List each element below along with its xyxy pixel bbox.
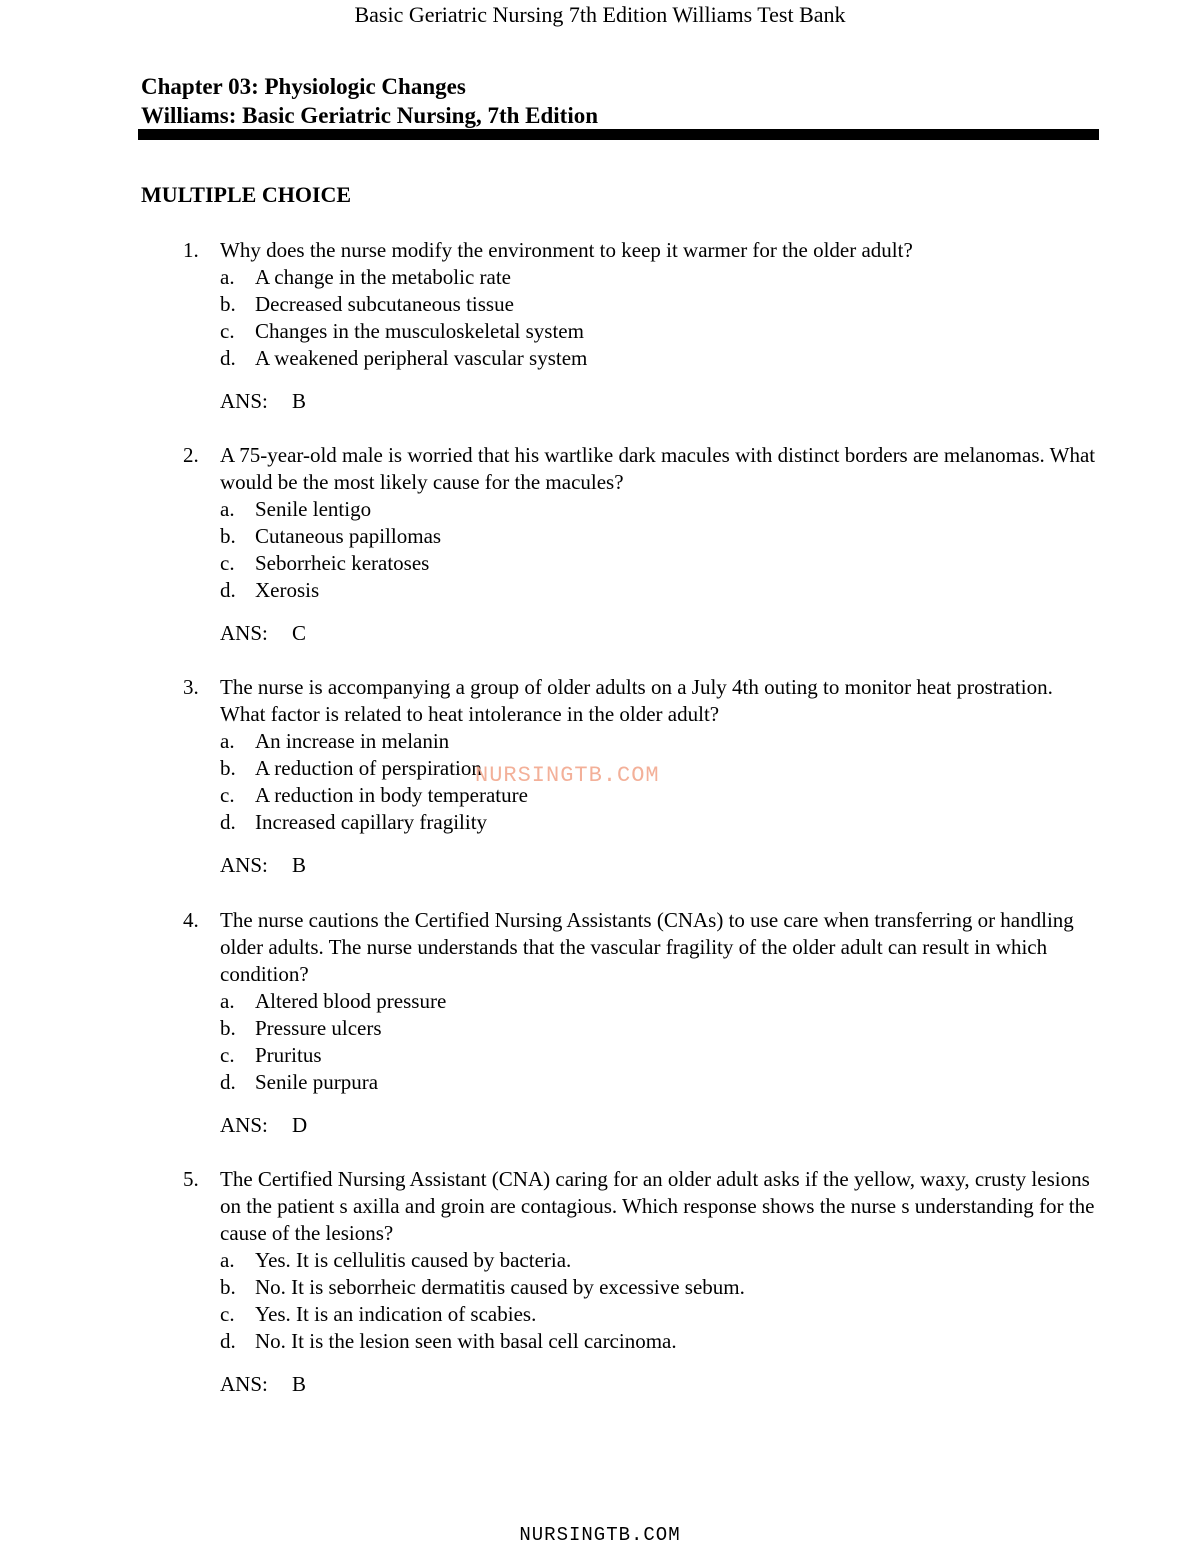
option-text: A reduction in body temperature	[255, 783, 528, 807]
answer-label: ANS:	[220, 1113, 268, 1137]
option-text: Senile purpura	[255, 1070, 379, 1094]
answer-line	[220, 852, 1103, 879]
option-letter: d.	[220, 1070, 236, 1094]
question-stem	[183, 674, 1103, 728]
answer-label: ANS:	[220, 389, 268, 413]
answer-value: B	[292, 853, 307, 877]
option-c	[220, 318, 1103, 345]
option-text: Xerosis	[255, 578, 320, 602]
option-text: Cutaneous papillomas	[255, 524, 442, 548]
question-text: A 75-year-old male is worried that his wartlike dark macules with distinct borders are melanomas. What would be the most likely cause for the macules?	[220, 443, 1096, 494]
options-list	[220, 496, 1103, 604]
question-text: The nurse is accompanying a group of older adults on a July 4th outing to monitor heat prostration. What factor is related to heat intolerance in the older adult?	[220, 675, 1053, 726]
option-text: No. It is seborrheic dermatitis caused by excessive sebum.	[255, 1275, 745, 1299]
question-number: 5.	[183, 1167, 199, 1191]
option-letter: d.	[220, 810, 236, 834]
option-d	[220, 1069, 1103, 1096]
question-stem	[183, 1166, 1103, 1247]
option-letter: a.	[220, 989, 235, 1013]
question-stem	[183, 442, 1103, 496]
answer-line	[220, 1112, 1103, 1139]
option-letter: b.	[220, 292, 236, 316]
option-b	[220, 1015, 1103, 1042]
option-c	[220, 1301, 1103, 1328]
option-letter: b.	[220, 1016, 236, 1040]
option-c	[220, 1042, 1103, 1069]
option-c	[220, 550, 1103, 577]
question-1	[183, 237, 1103, 415]
options-list	[220, 1247, 1103, 1355]
option-b	[220, 523, 1103, 550]
question-text: The nurse cautions the Certified Nursing Assistants (CNAs) to use care when transferring or handling older adults. The nurse understands that the vascular fragility of the older adult can result in which condition?	[220, 908, 1074, 986]
option-letter: d.	[220, 578, 236, 602]
page-header: Basic Geriatric Nursing 7th Edition Williams Test Bank	[354, 2, 846, 27]
option-b	[220, 291, 1103, 318]
option-d	[220, 577, 1103, 604]
option-a	[220, 496, 1103, 523]
option-letter: c.	[220, 1043, 235, 1067]
answer-line	[220, 620, 1103, 647]
question-4	[183, 907, 1103, 1139]
option-text: A weakened peripheral vascular system	[255, 346, 588, 370]
question-number: 2.	[183, 443, 199, 467]
option-text: Pruritus	[255, 1043, 322, 1067]
watermark: NURSINGTB.COM	[475, 763, 660, 788]
option-d	[220, 809, 1103, 836]
answer-label: ANS:	[220, 621, 268, 645]
options-list	[220, 728, 1103, 836]
answer-value: B	[292, 1372, 307, 1396]
option-d	[220, 1328, 1103, 1355]
option-text: Decreased subcutaneous tissue	[255, 292, 514, 316]
option-text: An increase in melanin	[255, 729, 450, 753]
option-letter: d.	[220, 346, 236, 370]
options-list	[220, 988, 1103, 1096]
option-letter: b.	[220, 756, 236, 780]
option-text: Increased capillary fragility	[255, 810, 488, 834]
question-text: Why does the nurse modify the environment to keep it warmer for the older adult?	[220, 238, 913, 262]
option-text: Yes. It is an indication of scabies.	[255, 1302, 537, 1326]
option-letter: c.	[220, 1302, 235, 1326]
option-text: Pressure ulcers	[255, 1016, 382, 1040]
question-number: 1.	[183, 238, 199, 262]
option-text: Yes. It is cellulitis caused by bacteria.	[255, 1248, 572, 1272]
page-footer: NURSINGTB.COM	[519, 1524, 681, 1546]
answer-value: B	[292, 389, 307, 413]
question-number: 3.	[183, 675, 199, 699]
option-letter: c.	[220, 783, 235, 807]
option-text: No. It is the lesion seen with basal cell carcinoma.	[255, 1329, 677, 1353]
option-letter: a.	[220, 1248, 235, 1272]
option-a	[220, 264, 1103, 291]
question-5	[183, 1166, 1103, 1398]
option-c	[220, 782, 1103, 809]
answer-label: ANS:	[220, 853, 268, 877]
option-b	[220, 755, 1103, 782]
option-letter: d.	[220, 1329, 236, 1353]
question-stem	[183, 907, 1103, 988]
option-a	[220, 728, 1103, 755]
option-letter: c.	[220, 551, 235, 575]
option-text: Changes in the musculoskeletal system	[255, 319, 584, 343]
section-heading: MULTIPLE CHOICE	[141, 182, 352, 207]
answer-line	[220, 1371, 1103, 1398]
option-letter: c.	[220, 319, 235, 343]
chapter-title-block	[141, 72, 598, 130]
option-letter: a.	[220, 265, 235, 289]
option-b	[220, 1274, 1103, 1301]
option-letter: a.	[220, 729, 235, 753]
option-letter: a.	[220, 497, 235, 521]
question-number: 4.	[183, 908, 199, 932]
option-text: Seborrheic keratoses	[255, 551, 430, 575]
option-text: A change in the metabolic rate	[255, 265, 511, 289]
option-text: A reduction of perspiration	[255, 756, 482, 780]
chapter-title: Chapter 03: Physiologic Changes	[141, 74, 466, 99]
option-text: Altered blood pressure	[255, 989, 447, 1013]
option-letter: b.	[220, 1275, 236, 1299]
answer-line	[220, 388, 1103, 415]
question-text: The Certified Nursing Assistant (CNA) caring for an older adult asks if the yellow, waxy, crusty lesions on the patient s axilla and groin are contagious. Which response shows the nurse s understanding for the cause of the lesions?	[220, 1167, 1095, 1245]
option-a	[220, 988, 1103, 1015]
book-title: Williams: Basic Geriatric Nursing, 7th Edition	[141, 103, 599, 128]
heading-rule	[138, 129, 1099, 140]
option-a	[220, 1247, 1103, 1274]
question-stem	[183, 237, 1103, 264]
question-2	[183, 442, 1103, 647]
option-d	[220, 345, 1103, 372]
options-list	[220, 264, 1103, 372]
answer-value: C	[292, 621, 307, 645]
answer-value: D	[292, 1113, 308, 1137]
answer-label: ANS:	[220, 1372, 268, 1396]
option-text: Senile lentigo	[255, 497, 372, 521]
option-letter: b.	[220, 524, 236, 548]
